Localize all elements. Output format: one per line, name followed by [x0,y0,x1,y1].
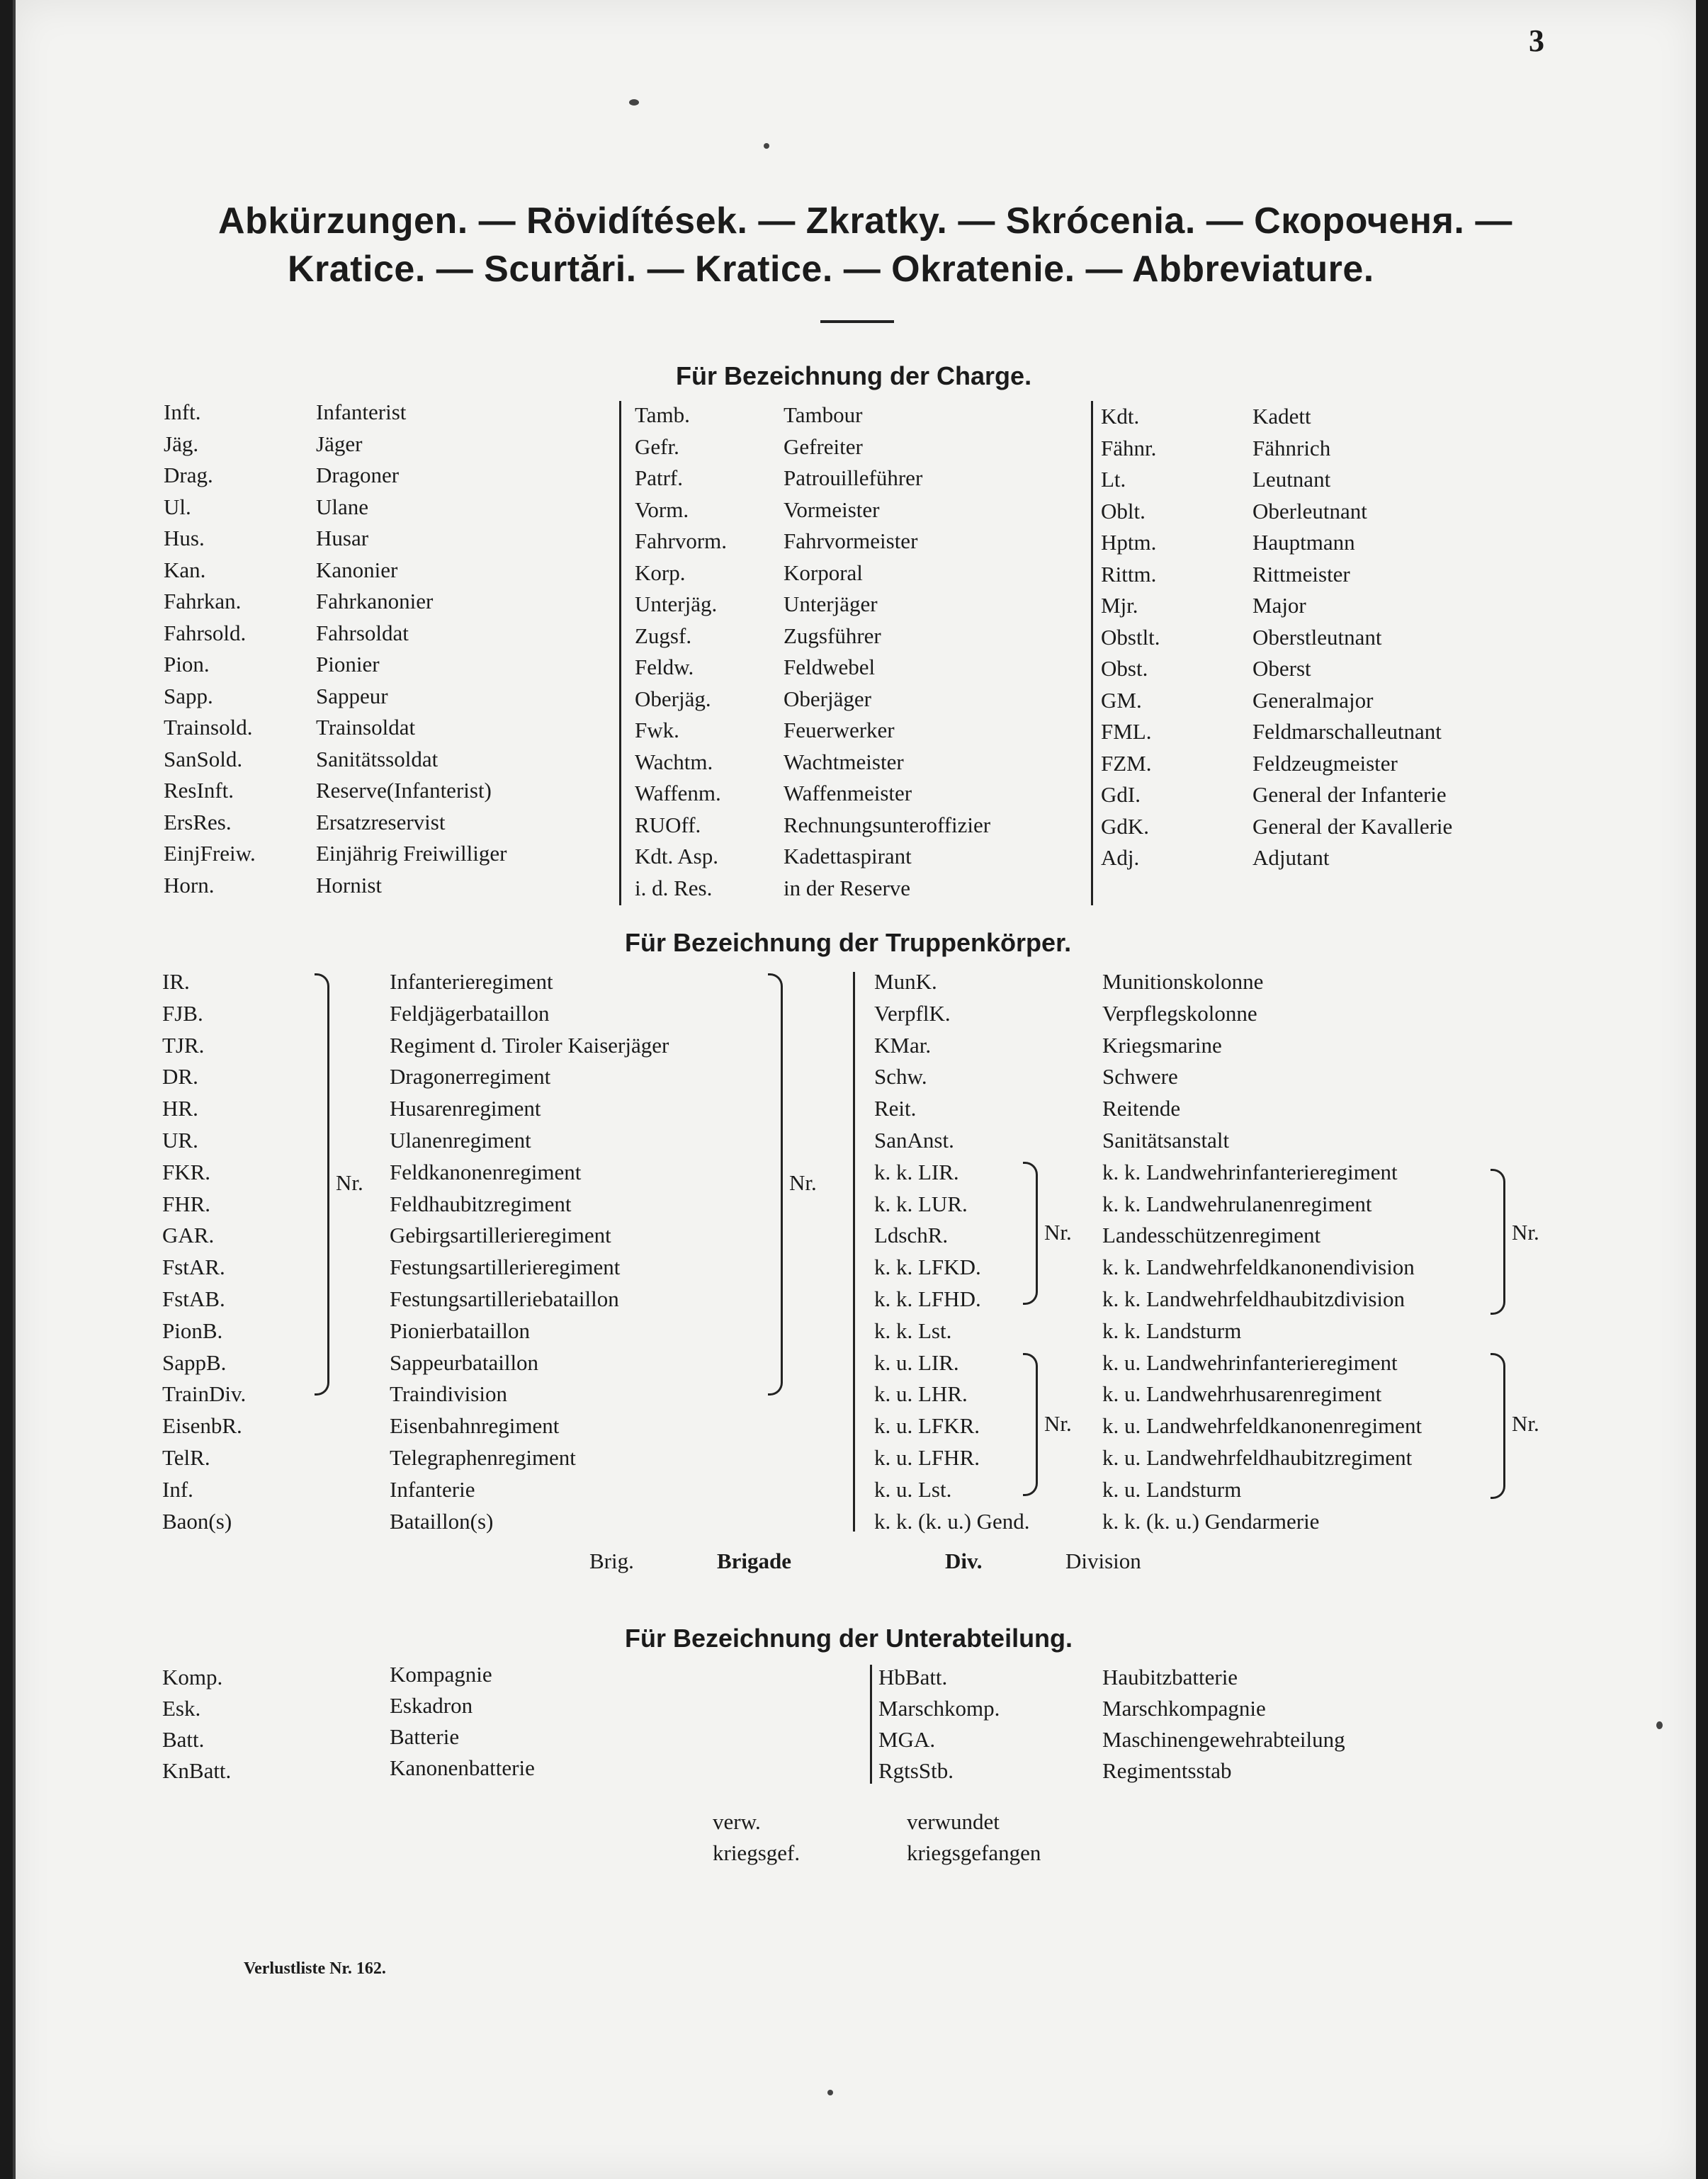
expansion: Wachtmeister [784,749,904,774]
abbreviation: Fahrkan. [164,589,242,613]
page-edge [13,0,16,2179]
nr-label: Nr. [1044,1411,1072,1436]
section-heading-charge: Für Bezeichnung der Charge. [676,361,1032,390]
abbreviation: FHR. [162,1191,211,1216]
abbreviation: FML. [1101,719,1152,744]
expansion: Kadettaspirant [784,844,912,868]
expansion: k. k. (k. u.) Gendarmerie [1102,1508,1320,1534]
abbreviation: FstAB. [162,1286,225,1311]
expansion: Husarenregiment [390,1096,541,1121]
brace [768,973,783,1396]
expansion: Batterie [390,1724,460,1749]
abbreviation: k. u. Lst. [874,1476,952,1502]
abbreviation: GdI. [1101,782,1141,807]
abbreviation: Trainsold. [164,715,253,740]
abbreviation: Patrf. [635,465,684,490]
abbreviation: SappB. [162,1349,227,1375]
abbreviation: HR. [162,1096,198,1121]
expansion: Kompagnie [390,1662,492,1687]
print-speck [629,99,639,106]
abbreviation: FZM. [1101,750,1152,776]
expansion: Ulane [316,494,369,519]
expansion: Feldmarschalleutnant [1252,719,1442,744]
expansion: Fähnrich [1252,435,1331,460]
charge-col2-abbr [635,400,727,904]
expansion: General der Infanterie [1252,782,1447,807]
abbreviation: HbBatt. [878,1665,948,1690]
expansion: Eisenbahnregiment [390,1413,560,1439]
expansion: Sappeur [316,683,388,708]
expansion: Adjutant [1252,845,1330,870]
print-speck [764,143,769,149]
abbreviation: Kdt. Asp. [635,844,718,868]
expansion: Major [1252,593,1306,618]
abbreviation: i. d. Res. [635,875,713,900]
abbreviation: VerpflK. [874,1000,951,1026]
expansion: Sappeurbataillon [390,1349,539,1375]
expansion: Feldwebel [784,655,876,679]
expansion: k. k. Landwehrfeldkanonendivision [1102,1255,1415,1280]
div-abbr: Div. [945,1549,983,1573]
abbreviation: Hptm. [1101,530,1157,555]
abbreviation: Obstlt. [1101,624,1160,650]
expansion: Rittmeister [1252,561,1350,587]
abbreviation: Gefr. [635,434,679,459]
expansion: Bataillon(s) [390,1508,494,1534]
abbreviation: Pion. [164,652,210,677]
expansion: Infanterieregiment [390,969,553,994]
truppen-right-abbr [874,966,1030,1537]
expansion: Feldhaubitzregiment [390,1191,572,1216]
abbreviation: TrainDiv. [162,1381,247,1407]
expansion: k. u. Landwehrfeldhaubitzregiment [1102,1444,1413,1470]
truppen-right-full [1102,966,1422,1537]
abbreviation: Kan. [164,557,206,582]
abbreviation: Waffenm. [635,781,721,805]
expansion: Trainsoldat [316,715,416,740]
expansion: Gefreiter [784,434,863,459]
abbreviation: Oberjäg. [635,686,711,711]
expansion: Reserve(Infanterist) [316,778,492,803]
charge-col3-full [1252,401,1452,874]
abbreviation: Baon(s) [162,1508,232,1534]
expansion: Vormeister [784,497,880,522]
brace [315,973,329,1396]
nr-label: Nr. [336,1170,363,1195]
expansion: Pionier [316,652,380,677]
abbreviation: Mjr. [1101,593,1138,618]
expansion: Infanterist [316,400,407,424]
abbreviation: EisenbR. [162,1413,242,1439]
nr-label: Nr. [1512,1411,1539,1436]
expansion: Ersatzreservist [316,809,446,834]
abbreviation: Fahrsold. [164,620,247,645]
abbreviation: UR. [162,1127,198,1153]
expansion: Munitionskolonne [1102,969,1264,994]
print-speck [827,2090,833,2095]
expansion: Sanitätssoldat [316,746,439,771]
expansion: Feldjägerbataillon [390,1000,550,1026]
expansion: Generalmajor [1252,687,1374,713]
nr-label: Nr. [1512,1220,1539,1245]
abbreviation: k. k. LIR. [874,1159,959,1184]
abbreviation: ResInft. [164,778,234,803]
abbreviation: Obst. [1101,656,1148,681]
abbreviation: Jäg. [164,431,199,456]
abbreviation: Lt. [1101,467,1126,492]
expansion: Marschkompagnie [1102,1696,1266,1721]
expansion: Sanitätsanstalt [1102,1127,1230,1153]
abbreviation: Marschkomp. [878,1696,1000,1721]
expansion: Patrouilleführer [784,465,923,490]
expansion: k. u. Landwehrinfanterieregiment [1102,1349,1398,1375]
expansion: Korporal [784,560,863,585]
brig-full: Brigade [717,1549,792,1573]
abbreviation: Vorm. [635,497,689,522]
expansion: Oberleutnant [1252,498,1367,523]
abbreviation: k. u. LFKR. [874,1413,980,1439]
expansion: k. u. Landwehrhusarenregiment [1102,1381,1382,1407]
nr-label: Nr. [1044,1220,1072,1245]
charge-col1-full [316,397,507,901]
brace [1023,1162,1038,1305]
title-line-2: Kratice. — Scurtări. — Kratice. — Okratenie. — Abbreviature. [288,249,1374,290]
expansion: Regiment d. Tiroler Kaiserjäger [390,1032,669,1058]
print-speck [1656,1721,1663,1729]
expansion: k. k. Landwehrulanenregiment [1102,1191,1372,1216]
abbreviation: FKR. [162,1159,211,1184]
abbreviation: Tamb. [635,402,690,427]
brace [1491,1169,1505,1315]
expansion: Waffenmeister [784,781,912,805]
abbreviation: Schw. [874,1064,927,1090]
abbreviation: RUOff. [635,812,701,837]
expansion: Infanterie [390,1476,475,1502]
abbreviation: Batt. [162,1727,205,1752]
expansion: Jäger [316,431,363,456]
abbreviation: KnBatt. [162,1758,232,1783]
expansion: Telegraphenregiment [390,1444,576,1470]
abbreviation: Korp. [635,560,686,585]
abbreviation: k. u. LFHR. [874,1444,980,1470]
page-number: 3 [1529,23,1544,58]
abbreviation: GM. [1101,687,1142,713]
column-divider [870,1665,872,1784]
expansion: Dragonerregiment [390,1064,551,1090]
abbreviation: Horn. [164,872,215,898]
abbreviation: k. k. LFHD. [874,1286,981,1311]
unter-left-full [390,1659,535,1784]
expansion: Kadett [1252,404,1311,429]
expansion: Hauptmann [1252,530,1355,555]
abbreviation: RgtsStb. [878,1758,954,1783]
expansion: Landesschützenregiment [1102,1223,1321,1248]
truppen-left-full [390,966,669,1537]
expansion: Reitende [1102,1096,1181,1121]
abbreviation: KMar. [874,1032,932,1058]
expansion: Oberstleutnant [1252,624,1382,650]
title-line-1: Abkürzungen. — Rövidítések. — Zkratky. — Skrócenia. — Скороченя. — [218,200,1512,242]
abbreviation: Unterjäg. [635,592,718,616]
expansion: k. u. Landsturm [1102,1476,1242,1502]
abbreviation: GAR. [162,1223,215,1248]
column-divider [853,972,855,1532]
charge-col2-full [784,400,990,904]
expansion: Feuerwerker [784,718,895,742]
expansion: Schwere [1102,1064,1178,1090]
expansion: Unterjäger [784,592,878,616]
expansion: Leutnant [1252,467,1331,492]
expansion: verwundet [907,1809,1000,1834]
section-heading-unterabteilung: Für Bezeichnung der Unterabteilung. [625,1624,1073,1653]
abbreviation: FstAR. [162,1255,225,1280]
expansion: Maschinengewehrabteilung [1102,1727,1345,1752]
unter-extra-abbr [713,1806,800,1869]
expansion: Husar [316,526,369,550]
unter-right-full [1102,1662,1345,1787]
expansion: Kanonenbatterie [390,1755,535,1780]
abbreviation: k. u. LIR. [874,1349,959,1375]
expansion: Haubitzbatterie [1102,1665,1238,1690]
expansion: Tambour [784,402,863,427]
abbreviation: Esk. [162,1696,201,1721]
abbreviation: k. k. Lst. [874,1318,952,1343]
abbreviation: verw. [713,1809,761,1834]
expansion: k. k. Landsturm [1102,1318,1242,1343]
expansion: Verpflegskolonne [1102,1000,1257,1026]
abbreviation: EinjFreiw. [164,841,256,866]
abbreviation: Feldw. [635,655,694,679]
abbreviation: TelR. [162,1444,210,1470]
expansion: General der Kavallerie [1252,813,1453,839]
abbreviation: k. k. (k. u.) Gend. [874,1508,1030,1534]
abbreviation: Drag. [164,463,213,487]
expansion: kriegsgefangen [907,1840,1041,1865]
expansion: Feldkanonenregiment [390,1159,582,1184]
abbreviation: SanSold. [164,746,243,771]
expansion: Kanonier [316,557,398,582]
abbreviation: kriegsgef. [713,1840,801,1865]
abbreviation: Hus. [164,526,205,550]
charge-col1-abbr [164,397,256,901]
expansion: Oberst [1252,656,1311,681]
abbreviation: Kdt. [1101,404,1140,429]
nr-label: Nr. [789,1170,817,1195]
abbreviation: FJB. [162,1000,203,1026]
expansion: Zugsführer [784,623,881,648]
expansion: Kriegsmarine [1102,1032,1222,1058]
footer-note: Verlustliste Nr. 162. [244,1959,386,1978]
abbreviation: Komp. [162,1665,223,1690]
brig-abbr: Brig. [589,1549,634,1573]
expansion: Fahrkanonier [316,589,434,613]
expansion: Traindivision [390,1381,507,1407]
abbreviation: MunK. [874,969,937,994]
section-heading-truppen: Für Bezeichnung der Truppenkörper. [625,928,1072,957]
expansion: Oberjäger [784,686,871,711]
abbreviation: Fähnr. [1101,435,1157,460]
abbreviation: k. k. LFKD. [874,1255,981,1280]
abbreviation: LdschR. [874,1223,949,1248]
expansion: Hornist [316,872,382,898]
expansion: Einjährig Freiwilliger [316,841,507,866]
expansion: k. k. Landwehrfeldhaubitzdivision [1102,1286,1406,1311]
abbreviation: ErsRes. [164,809,232,834]
abbreviation: Rittm. [1101,561,1157,587]
abbreviation: Oblt. [1101,498,1146,523]
expansion: Feldzeugmeister [1252,750,1398,776]
expansion: Regimentsstab [1102,1758,1232,1783]
abbreviation: Inf. [162,1476,193,1502]
abbreviation: Reit. [874,1096,917,1121]
abbreviation: Fahrvorm. [635,528,728,553]
unter-extra-full [907,1806,1041,1869]
abbreviation: Wachtm. [635,749,713,774]
title-rule [820,320,894,323]
abbreviation: DR. [162,1064,198,1090]
abbreviation: PionB. [162,1318,223,1343]
expansion: Eskadron [390,1693,473,1718]
expansion: Rechnungsunteroffizier [784,812,991,837]
expansion: Festungsartilleriebataillon [390,1286,619,1311]
abbreviation: Adj. [1101,845,1140,870]
expansion: k. u. Landwehrfeldkanonenregiment [1102,1413,1423,1439]
brace [1023,1353,1038,1496]
abbreviation: Ul. [164,494,191,519]
expansion: k. k. Landwehrinfanterieregiment [1102,1159,1398,1184]
truppen-left-abbr [162,966,246,1537]
abbreviation: MGA. [878,1727,936,1752]
abbreviation: GdK. [1101,813,1150,839]
abbreviation: Fwk. [635,718,679,742]
abbreviation: k. k. LUR. [874,1191,968,1216]
abbreviation: k. u. LHR. [874,1381,968,1407]
abbreviation: SanAnst. [874,1127,954,1153]
div-full: Division [1065,1549,1141,1573]
expansion: Dragoner [316,463,400,487]
abbreviation: TJR. [162,1032,205,1058]
abbreviation: Inft. [164,400,201,424]
expansion: Pionierbataillon [390,1318,531,1343]
unter-right-abbr [878,1662,1000,1787]
unter-left-abbr [162,1662,231,1787]
expansion: in der Reserve [784,875,911,900]
column-divider [619,401,621,905]
expansion: Festungsartillerieregiment [390,1255,621,1280]
abbreviation: IR. [162,969,190,994]
charge-col3-abbr [1101,401,1160,874]
column-divider [1091,401,1093,905]
expansion: Gebirgsartillerieregiment [390,1223,611,1248]
brace [1491,1353,1505,1499]
expansion: Fahrsoldat [316,620,409,645]
abbreviation: Zugsf. [635,623,692,648]
abbreviation: Sapp. [164,683,213,708]
expansion: Ulanenregiment [390,1127,531,1153]
document-page [13,0,1696,2179]
expansion: Fahrvormeister [784,528,918,553]
